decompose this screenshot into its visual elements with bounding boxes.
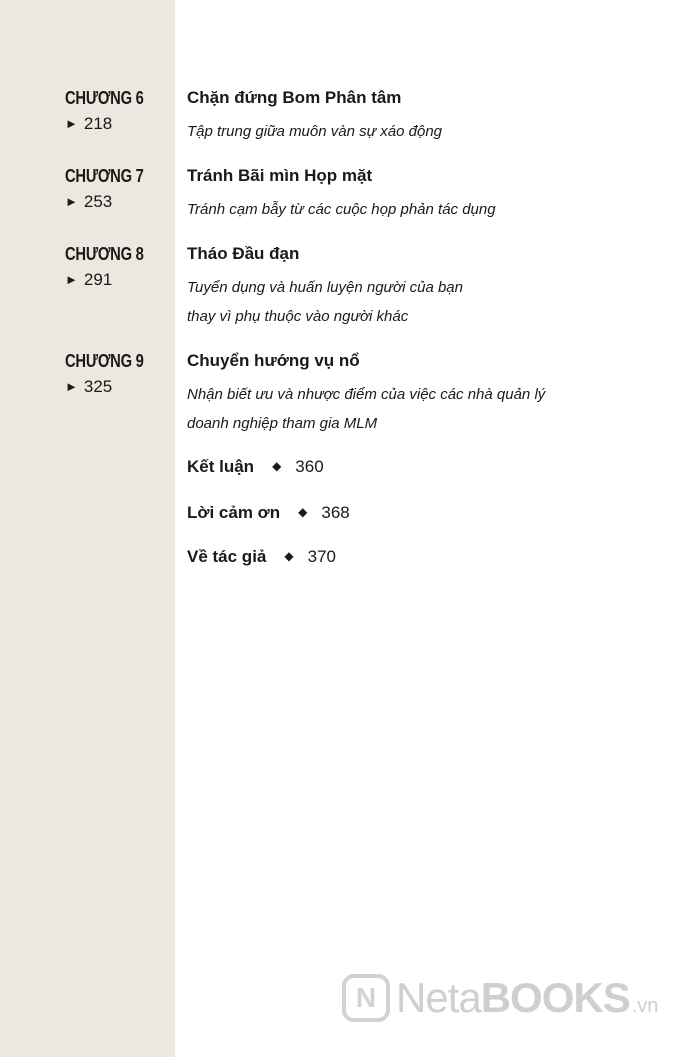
- chapter-title: Chặn đứng Bom Phân tâm: [187, 88, 402, 107]
- chapter-label: CHƯƠNG 7: [65, 166, 144, 186]
- chapter-subtitle: [187, 195, 647, 224]
- chapter-page-number: 253: [83, 192, 113, 211]
- chapter-page-number: 325: [83, 377, 113, 396]
- chapter-page: [65, 270, 112, 290]
- chapter-subtitle: [187, 380, 647, 438]
- chapter-page: [65, 192, 112, 212]
- chapter-subtitle: [187, 117, 647, 146]
- chapter-page: [65, 377, 112, 397]
- chapter-title: Chuyển hướng vụ nổ: [187, 351, 360, 370]
- chapter-subtitle-line: Nhận biết ưu và nhược điểm của việc các nhà quản lý: [187, 386, 546, 403]
- watermark-brand: [396, 974, 630, 1022]
- toc-about-author[interactable]: [187, 547, 336, 571]
- end-item-title: Lời cảm ơn: [187, 503, 281, 522]
- watermark-suffix: .vn: [631, 994, 659, 1017]
- watermark-brand-bold: BOOKS: [480, 974, 630, 1021]
- chapter-page-number: 291: [83, 270, 113, 289]
- triangle-icon: ►: [65, 194, 78, 209]
- watermark-brand-light: Neta: [396, 974, 481, 1021]
- netabooks-watermark: [342, 968, 682, 1028]
- end-item-page: 370: [307, 547, 336, 566]
- end-item-page: 360: [295, 457, 324, 476]
- chapter-subtitle: [187, 273, 647, 331]
- chapter-title: Tránh Bãi mìn Họp mặt: [187, 166, 373, 185]
- chapter-title: Tháo Đầu đạn: [187, 244, 300, 263]
- chapter-label: CHƯƠNG 6: [65, 88, 144, 108]
- end-item-title: Về tác giả: [187, 547, 267, 566]
- diamond-icon: ◆: [298, 505, 308, 519]
- chapter-subtitle-line: thay vì phụ thuộc vào người khác: [187, 308, 409, 325]
- chapter-subtitle-line: Tránh cạm bẫy từ các cuộc họp phản tác dụng: [187, 201, 496, 218]
- chapter-label: CHƯƠNG 9: [65, 351, 144, 371]
- chapter-page-number: 218: [83, 114, 113, 133]
- chapter-label: CHƯƠNG 8: [65, 244, 144, 264]
- netabooks-logo-icon: N: [342, 974, 390, 1022]
- toc-conclusion[interactable]: [187, 457, 324, 481]
- end-item-page: 368: [321, 503, 350, 522]
- chapter-subtitle-line: doanh nghiệp tham gia MLM: [187, 415, 378, 432]
- left-page-edge: [0, 0, 175, 1057]
- toc-acknowledgements[interactable]: [187, 503, 350, 527]
- triangle-icon: ►: [65, 272, 78, 287]
- chapter-subtitle-line: Tập trung giữa muôn vàn sự xáo động: [187, 123, 442, 140]
- triangle-icon: ►: [65, 379, 78, 394]
- end-item-title: Kết luận: [187, 457, 255, 476]
- diamond-icon: ◆: [284, 549, 294, 563]
- chapter-page: [65, 114, 112, 134]
- triangle-icon: ►: [65, 116, 78, 131]
- diamond-icon: ◆: [272, 459, 282, 473]
- chapter-subtitle-line: Tuyển dụng và huấn luyện người của bạn: [187, 279, 463, 296]
